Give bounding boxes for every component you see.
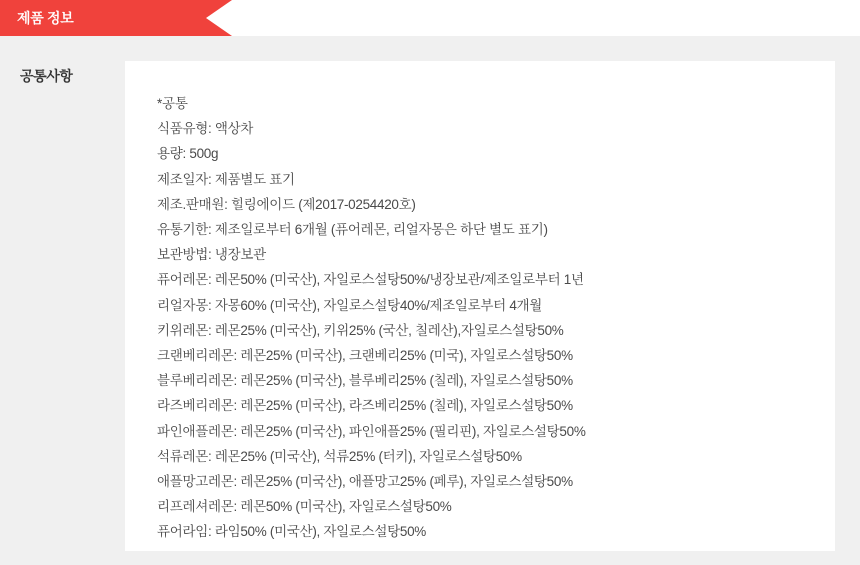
spec-line: 라즈베리레몬: 레몬25% (미국산), 라즈베리25% (칠레), 자일로스설탕50% bbox=[157, 398, 573, 414]
spec-line: 크랜베리레몬: 레몬25% (미국산), 크랜베리25% (미국), 자일로스설탕50% bbox=[157, 348, 573, 364]
spec-line: 보관방법: 냉장보관 bbox=[157, 247, 266, 263]
spec-line: 키위레몬: 레몬25% (미국산), 키위25% (국산, 칠레산),자일로스설탕50% bbox=[157, 322, 564, 338]
page-title: 제품 정보 bbox=[17, 10, 74, 26]
spec-line: 리프레셔레몬: 레몬50% (미국산), 자일로스설탕50% bbox=[157, 499, 452, 515]
tab-notch-shape bbox=[206, 0, 232, 36]
page-header bbox=[0, 0, 860, 36]
spec-line: 퓨어라임: 라임50% (미국산), 자일로스설탕50% bbox=[157, 524, 426, 540]
spec-line: 용량: 500g bbox=[157, 146, 219, 162]
spec-line: 애플망고레몬: 레몬25% (미국산), 애플망고25% (페루), 자일로스설탕50% bbox=[157, 474, 573, 490]
content-body bbox=[0, 36, 860, 565]
spec-line: 식품유형: 액상차 bbox=[157, 121, 254, 137]
spec-list bbox=[157, 91, 803, 545]
spec-line: 블루베리레몬: 레몬25% (미국산), 블루베리25% (칠레), 자일로스설탕50% bbox=[157, 373, 573, 389]
spec-line: 제조.판매원: 힐링에이드 (제2017-0254420호) bbox=[157, 196, 416, 212]
section-label-common: 공통사항 bbox=[20, 68, 73, 84]
header-tab bbox=[0, 0, 232, 36]
spec-line: 리얼자몽: 자몽60% (미국산), 자일로스설탕40%/제조일로부터 4개월 bbox=[157, 297, 543, 313]
spec-line: 제조일자: 제품별도 표기 bbox=[157, 171, 295, 187]
spec-line: *공통 bbox=[157, 96, 188, 111]
spec-line: 석류레몬: 레몬25% (미국산), 석류25% (터키), 자일로스설탕50% bbox=[157, 448, 522, 464]
spec-card bbox=[125, 61, 835, 551]
spec-line: 유통기한: 제조일로부터 6개월 (퓨어레몬, 리얼자몽은 하단 별도 표기) bbox=[157, 222, 548, 238]
spec-line: 파인애플레몬: 레몬25% (미국산), 파인애플25% (필리핀), 자일로스설탕50% bbox=[157, 423, 586, 439]
spec-line: 퓨어레몬: 레몬50% (미국산), 자일로스설탕50%/냉장보관/제조일로부터 1년 bbox=[157, 272, 584, 288]
